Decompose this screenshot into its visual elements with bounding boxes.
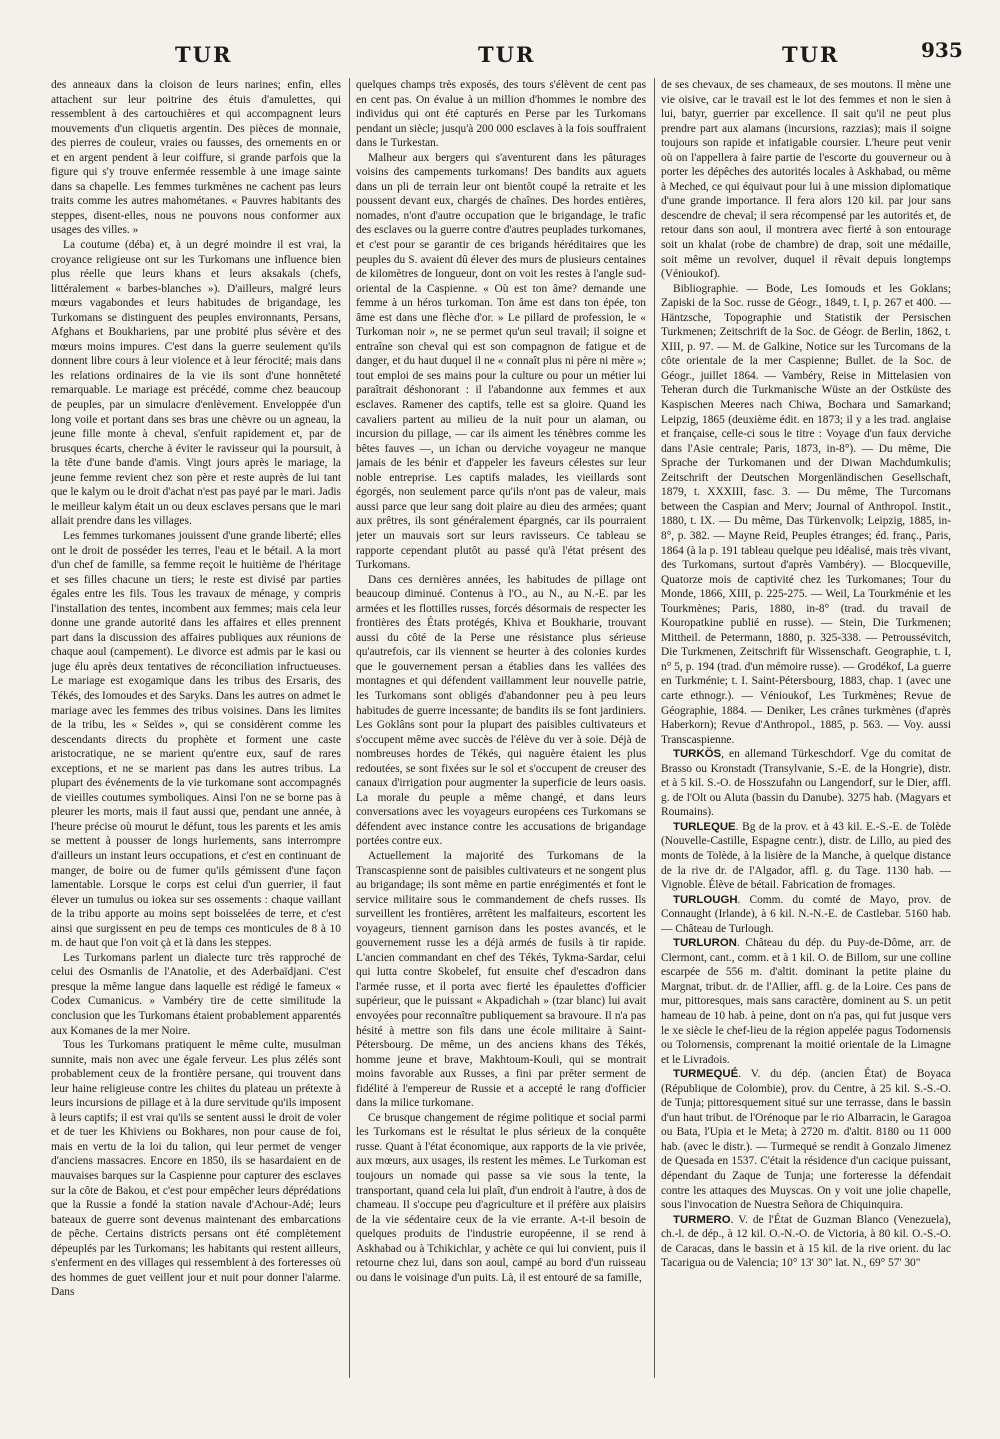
page-number: 935 [921, 38, 963, 62]
entry-headword: TURLURON [673, 937, 737, 950]
paragraph: Bibliographie. — Bode, Les Iomouds et les Goklans; Zapiski de la Soc. russe de Géogr., 1849, t. I, p. 267 et 400. — Häntzsche, Topographie und Statistik der Persischen Turkmenen; Zeitschrift de la Soc. de Géogr. de Berlin, 1862, t. XIII, p. 97. — M. de Galkine, Notice sur les Turcomans de la côte orientale de la mer Caspienne; Bullet. de la Soc. de Géogr., juillet 1864. — Vambéry, Reise in Mittelasien von Teheran durch die Turkmanische Wüste an der Ostküste des Kaspischen Meeres nach Chiwa, Bochara und Samarkand; Leipzig, 1865 (deuxième édit. en 1873; il y a les trad. anglaise et française, celle-ci sous le titre : Voyage d'un faux derviche dans l'Asie centrale; Paris, 1873, in-8°). — Du même, Die Sprache der Turkomanen und der Diwan Machdumkulis; Zeitschrift der Deutschen Morgenländischen Gesellschaft, 1879, t. XXXIII, fasc. 3. — Du même, The Turcomans between the Caspian and Merv; Journal of Anthropol. Instit., 1880, t. IX. — Du même, Das Türkenvolk; Leipzig, 1885, in-8°, p. 382. — Mayne Reid, Peuples étranges; éd. franç., Paris, 1864 (à la p. 191 tableau quelque peu idéalisé, mais très vivant, des Turkomans, surtout d'après Vambéry). — Blocqueville, Quatorze mois de captivité chez les Turkomanes; Tour du Monde, 1866, XIII, p. 225-275. — Weil, La Tourkménie et les Tourkmènes; Paris, 1880, in-8° (trad. du travail de Kouropatkine publié en russe). — Stein, Die Turkmenen; Mittheil. de Petermann, 1880, p. 325-338. — Petroussévitch, Die Turkmenen, Zeitschrift für Wissenschaft. Geographie, t. I, n° 5, p. 194 (trad. d'un mémoire russe). — Grodékof, La guerre en Turkménie; t. I. Saint-Pétersbourg, 1883, chap. 1 (avec une carte ethnogr.). — Vénioukof, Les Turkmènes; Revue de Géographie, 1884. — Deniker, Les crânes turkmènes (d'après Haberkorn); Revue d'Anthropol., 1885, p. 563. — Voy. aussi Transcaspienne. [661, 282, 951, 746]
text-columns [51, 78, 961, 1388]
dictionary-entry [661, 820, 951, 893]
paragraph: Les Turkomans parlent un dialecte turc très rapproché de celui des Osmanlis de l'Anatolie, et des Aderbaïdjani. C'est presque la même langue dans laquelle est rédigé le fameux « Codex Cumanicus. » Vambéry tire de cette similitude la conclusion que les Turkomans étaient probablement apparentés aux Komanes de la mer Noire. [51, 951, 341, 1037]
column-rule [654, 78, 655, 1378]
paragraph-continued: quelques champs très exposés, des tours s'élèvent de cent pas en cent pas. On évalue à un million d'hommes le nombre des individus qui ont été capturés en Perse par les Turkomans pendant un siècle; jusqu'à 200 000 esclaves à la fois souffraient dans le Turkestan. [356, 79, 646, 150]
entry-body: . Bg de la prov. et à 43 kil. E.-S.-E. de Tolède (Nouvelle-Castille, Espagne centr.), distr. de Lillo, au pied des monts de Tolède, à la lisière de la Manche, à quelque distance de la rive dr. de l'Algador, affl. g. du Tage. 1130 hab. — Vignoble. Élève de bétail. Fabrication de fromages. [661, 820, 951, 892]
column-right [661, 78, 951, 1388]
paragraph: Malheur aux bergers qui s'aventurent dans les pâturages voisins des campements turkomans! Des bandits aux aguets dans un pli de terrain leur ont bientôt coupé la retraite et les poussent devant eux, chargés de chaînes. Des hordes entières, nomades, n'ont d'autre occupation que le brigandage, le trafic des esclaves ou la guerre contre d'autres peuplades turkomanes, et c'est pour se garantir de ces brigands héréditaires que les peuples du S. avaient dû élever des murs de plusieurs centaines de kilomètres de longueur, dont on voit les restes à l'angle sud-oriental de la Caspienne. « Où est ton âme? demande une femme à un héros turkoman. Ton âme est dans ton épée, ton âme est dans une flèche d'or. » Le pillard de profession, le « Turkoman noir », ne se permet qu'un seul travail; il soigne et entraîne son cheval qui est son compagnon de fatigue et de danger, et du haut duquel il ne « connaît plus ni père ni mère »; tout emploi de ses mains pour la culture ou pour un métier lui paraîtrait déshonorant : il l'abandonne aux femmes et aux esclaves. Ramener des captifs, telle est sa gloire. Quand les cavaliers partent au milieu de la nuit pour un alaman, ou incursion du pillage, — car ils aiment les ténèbres comme les bêtes fauves —, un ichan ou derviche voyageur ne manque jamais de les bénir et d'appeler les faveurs célestes sur leur noble entreprise. Les captifs malades, les vieillards sont égorgés, non seulement parce qu'ils n'ont pas de valeur, mais aussi parce que leur sang doit plaire au dieu des armées; quant aux prêtres, ils sont généralement épargnés, car ils pourraient jeter un mauvais sort sur leurs ravisseurs. Ce tableau se rapporte cependant plutôt au passé qu'à l'état présent des Turkomans. [356, 151, 646, 572]
entry-headword: TURMERO [673, 1213, 731, 1226]
entry-body: . Comm. du comté de Mayo, prov. de Connaught (Irlande), à 6 kil. N.-N.-E. de Castlebar. 5160 hab. — Château de Turlough. [661, 893, 951, 935]
dictionary-entry [661, 747, 951, 820]
dictionary-entry [661, 936, 951, 1067]
entry-headword: TURLOUGH [673, 893, 738, 906]
paragraph: Tous les Turkomans pratiquent le même culte, musulman sunnite, mais non avec une égale ferveur. Les plus zélés sont probablement ceux de la frontière persane, qui trouvent dans leur haine religieuse contre les chiites du plateau un prétexte à leurs incursions de pillage et à la dure servitude qu'ils imposent à leurs captifs; il est vrai qu'ils se sentent aussi le droit de voler et de tuer les Khiviens ou Bokhares, non pour cause de foi, mais en vertu de la loi du talion, qui leur permet de venger d'anciens massacres. Encore en 1850, ils se hasardaient en de mauvaises barques sur la Caspienne pour capturer des esclaves sur la côte de Bakou, et c'est pour empêcher leurs déprédations que la Russie a fondé la station navale d'Achour-Adé; leurs bateaux de guerre sont devenus maintenant des embarcations de pêche. Certains districts persans ont été complètement dépeuplés par les Turkomans; les habitants qui restent ailleurs, s'enferment en des villages qui ressemblent à des forteresses où des hommes de guet veillent jour et nuit pour donner l'alarme. Dans [51, 1039, 341, 1299]
entry-headword: TURKÖS [673, 748, 722, 761]
paragraph: Dans ces dernières années, les habitudes de pillage ont beaucoup diminué. Contenus à l'O., au N., au N.-E. par les armées et les flottilles russes, forcés désormais de respecter les frontières des États protégés, Khiva et Boukharie, trouvant aussi du côté de la Perse une résistance plus sérieuse qu'autrefois, car ils viennent se heurter à des colonies kurdes que le gouvernement persan a établies dans les vallées des montagnes et qui défendent vaillamment leur nouvelle patrie, les Turkomans sont obligés d'abandonner peu à peu leurs habitudes de guerre incessante; de bandits ils se font jardiniers. Les Goklâns sont pour la plupart des paisibles cultivateurs et s'occupent même avec succès de l'élève du ver à soie. Déjà de nombreuses hordes de Tékés, qui naguère étaient les plus redoutées, se sont fixées sur le sol et s'occupent de creuser des canaux d'irrigation pour augmenter la superficie de leurs oasis. La morale du peuple a même changé, et dans leurs conversations avec les voyageurs européens ces Turkomans se défendent avec instance contre les accusations de brigandage portées contre eux. [356, 573, 646, 848]
paragraph: Les femmes turkomanes jouissent d'une grande liberté; elles ont le droit de posséder les terres, l'eau et le bétail. A la mort d'un chef de famille, sa femme reçoit le huitième de l'héritage et ses filles chacune un tiers; le reste est divisé par parties égales entre les fils. Tous les travaux de ménage, y compris l'installation des tentes, incombent aux femmes; mais cela leur donne une grande autorité dans les affaires et elles prennent part dans la discussion des affaires publiques aux réunions de chaque aoul (campement). Le divorce est admis par le kasi ou juge élu après deux tentatives de réconciliation infructueuses. Le mariage est exogamique dans les tribus des Ersaris, des Tékés, des Iomoudes et des Saryks. Dans les autres on admet le mariage avec les femmes des tribus voisines. Dans les limites de la tribu, les « Seïdes », qui se considèrent comme les descendants directs du prophète et forment une caste aristocratique, ne se marient qu'entre eux, sauf de rares exceptions, et ne se marient pas dans les autres tribus. La plupart des événements de la vie turkomane sont accompagnés de vieilles coutumes symboliques. Ainsi l'on ne se borne pas à pleurer les morts, mais il faut aussi que, pendant une année, à l'heure précise où mourut le défunt, tous les parents et les amis se mettent à pousser de longs hurlements, sans interrompre d'ailleurs un instant leurs occupations, et c'est en continuant de manger, de boire ou de fumer qu'ils gémissent d'une façon lamentable. Lorsque le corps est celui d'un guerrier, il faut élever un tumulus ou iokea sur ses ossements : chaque vaillant de la tribu apporte au moins sept boisselées de terre, et c'est ainsi que surgissent en peu de temps ces monticules de 8 à 10 m. de haut que l'on voit çà et là dans les steppes. [51, 529, 341, 950]
paragraph-continued: des anneaux dans la cloison de leurs narines; enfin, elles attachent sur leur poitrine des étuis d'amulettes, qui ressemblent à des cartouchières et qui accompagnent leurs mouvements d'un cliquetis argentin. Des pièces de monnaie, des pierres de couleur, vraies ou fausses, des ornements en or et en argent pendent à leur coiffure, si grande parfois que la figure qui s'y trouve enfermée ressemble à une image sainte dans sa chapelle. Les femmes turkmènes ne cachent pas leurs traits comme les autres mahométanes. « Pauvres habitants des steppes, disent-elles, nous ne pouvons nous conformer aux usages des villes. » [51, 79, 341, 237]
running-head-right: TUR [782, 42, 840, 67]
paragraph: Ce brusque changement de régime politique et social parmi les Turkomans est le résultat le plus sérieux de la conquête russe. Quant à l'état économique, aux rapports de la vie privée, aux mœurs, aux usages, ils restent les mêmes. Le Turkoman est toujours un nomade qui passe sa vie sous la tente, la transportant, quand cela lui plaît, d'un endroit à l'autre, à dos de chameau. Il s'occupe peu d'agriculture et il préfère aux plaisirs de la vie sédentaire ceux de la vie errante. A-t-il besoin de quelques produits de l'industrie européenne, il se rend à Askhabad ou à Tchikichlar, y achète ce qui lui convient, puis il retourne chez lui, dans son aoul, campé au bord d'un ruisseau ou dans le voisinage d'un puits. Là, il est entouré de sa famille, [356, 1111, 646, 1284]
column-left [51, 78, 341, 1388]
dictionary-entry [661, 1067, 951, 1212]
entry-body: . V. de l'État de Guzman Blanco (Venezuela), ch.-l. de dép., à 12 kil. O.-N.-O. de Victoria, à 80 kil. O.-S.-O. de Caracas, dans le bassin et à 15 kil. de la rive orient. du lac Tacarigua ou de Valencia; 10° 13' 30" lat. N., 69° 57' 30" [661, 1213, 951, 1270]
paragraph-continued: de ses chevaux, de ses chameaux, de ses moutons. Il mène une vie oisive, car le travail est le lot des femmes et non le sien à lui, batyr, guerrier par excellence. Il sait qu'il ne peut plus prendre part aux alamans (incursions, razzias); mais il soigne toujours son rapide et infatigable coursier. L'heure peut venir où on l'appellera à faire partie de l'escorte du gouverneur ou à porter les dépêches des autorités locales à Askhabad, ou même à Meched, ce qui équivaut pour lui à une mission diplomatique d'une grande importance. Il fera alors 120 kil. par jour sans descendre de cheval; il sera récompensé par les autorités et, de retour dans son aoul, il montrera avec fierté à son entourage soit un khalat (robe de chambre) de drap, soit une médaille, soit même un revolver, duquel il rêvait depuis longtemps (Vénioukof). [661, 79, 951, 281]
entry-headword: TURLEQUE [673, 820, 736, 833]
running-head-center: TUR [478, 42, 536, 67]
running-head-left: TUR [175, 42, 233, 67]
running-header [0, 32, 1000, 72]
entry-headword: TURMEQUÉ [673, 1068, 739, 1081]
dictionary-entry [661, 893, 951, 937]
column-middle [356, 78, 646, 1388]
entry-body: , en allemand Türkeschdorf. Vge du comitat de Brasso ou Kronstadt (Transylvanie, S.-E. de la Hongrie), distr. et à 5 kil. S.-O. de Hosszufahn ou Langendorf, sur le Dier, affl. g. de l'Olt ou Aluta (bassin du Danube). 3275 hab. (Magyars et Roumains). [661, 748, 951, 819]
paragraph: La coutume (déba) et, à un degré moindre il est vrai, la croyance religieuse ont sur les Turkomans une influence bien plus réelle que leurs khans et leurs aksakals (chefs, littéralement « barbes-blanches »). D'ailleurs, malgré leurs mœurs vagabondes et leurs habitudes de brigandage, les Turkomans se distinguent des peuples environnants, Persans, Afghans et Boukhariens, par une probité plus sévère et des mœurs moins impures. C'est dans la guerre seulement qu'ils donnent libre cours à leur violence et à leur férocité; mais dans les relations ordinaires de la vie ils sont d'une honnêteté remarquable. Le mariage est précédé, comme chez beaucoup de peuples, par un simulacre d'enlèvement. Enveloppée d'un long voile et portant dans ses bras une chèvre ou un agneau, la jeune fille monte à cheval, s'enfuit rapidement et, par de brusques écarts, cherche à éviter le ravisseur qui la poursuit, à la tête d'une bande d'amis. Vingt jours après le mariage, la jeune femme revient chez son père et reste auprès de lui tant que le kalym ou le droit d'achat n'est pas payé par le mari. Jadis le meilleur kalym était un ou deux esclaves persans que le mari allait prendre dans les villages. [51, 239, 341, 528]
dictionary-entry [661, 1213, 951, 1271]
column-rule [349, 78, 350, 1378]
paragraph: Actuellement la majorité des Turkomans de la Transcaspienne sont de paisibles cultivateurs et ne songent plus au brigandage; ils sont même en partie enrégimentés et font le service militaire sous le commandement de chefs russes. Ils surveillent les frontières, arrêtent les malfaiteurs, escortent les voyageurs, tiennent garnison dans les postes avancés, et le gouvernement russe les a déjà armés de fusils à tir rapide. L'ancien commandant en chef des Tékés, Tykma-Sardar, celui qui lutta contre Skobelef, fut ensuite chef d'escadron dans l'armée russe, et il porta avec fierté les épaulettes d'officier supérieur, que le puissant « Akpadichah » (tzar blanc) lui avait envoyées pour reconnaître publiquement sa bravoure. Il n'a pas hésité à mettre son fils dans une école militaire à Saint-Pétersbourg. De même, un des anciens khans des Tékés, homme jeune et brave, Makhtoum-Kouli, qui se montrait moins favorable aux Russes, a fini par prêter serment de fidélité à l'empereur de Russie et a accepté le rang d'officier dans la milice turkomane. [356, 849, 646, 1110]
entry-body: . Château du dép. du Puy-de-Dôme, arr. de Clermont, cant., comm. et à 1 kil. O. de Billom, sur une colline escarpée de 556 m. d'altit. dominant la petite plaine du Margnat, tribut. dr. de l'Allier, affl. g. de la Loire. Ces pans de mur, pittoresques, mais sans caractère, dominent au S. un petit hameau de 10 hab. à peine, dont on n'a pas, qui fut jusque vers le xe siècle le chef-lieu de la région appelée pagus Todornensis ou Tolornensis, comprenant la moitié orientale de la Limagne et le Livradois. [661, 937, 951, 1066]
entry-body: . V. du dép. (ancien État) de Boyaca (République de Colombie), prov. du Centre, à 25 kil. S.-S.-O. de Tunja; pittoresquement situé sur une terrasse, dans le bassin d'un haut tribut. de l'Orénoque par le rio Albarracin, le Garagoa ou Bata, l'Upia et le Meta; à 2720 m. d'altit. 8180 ou 11 000 hab. (avec le distr.). — Turmequé se rendit à Gonzalo Jimenez de Quesada en 1537. C'était la résidence d'un cacique puissant, dépendant du Zaque de Tunja; une forteresse la défendait contre les attaques des Muyscas. On y voit une jolie chapelle, sous l'invocation de Nuestra Señora de Chiquinquira. [661, 1068, 951, 1212]
